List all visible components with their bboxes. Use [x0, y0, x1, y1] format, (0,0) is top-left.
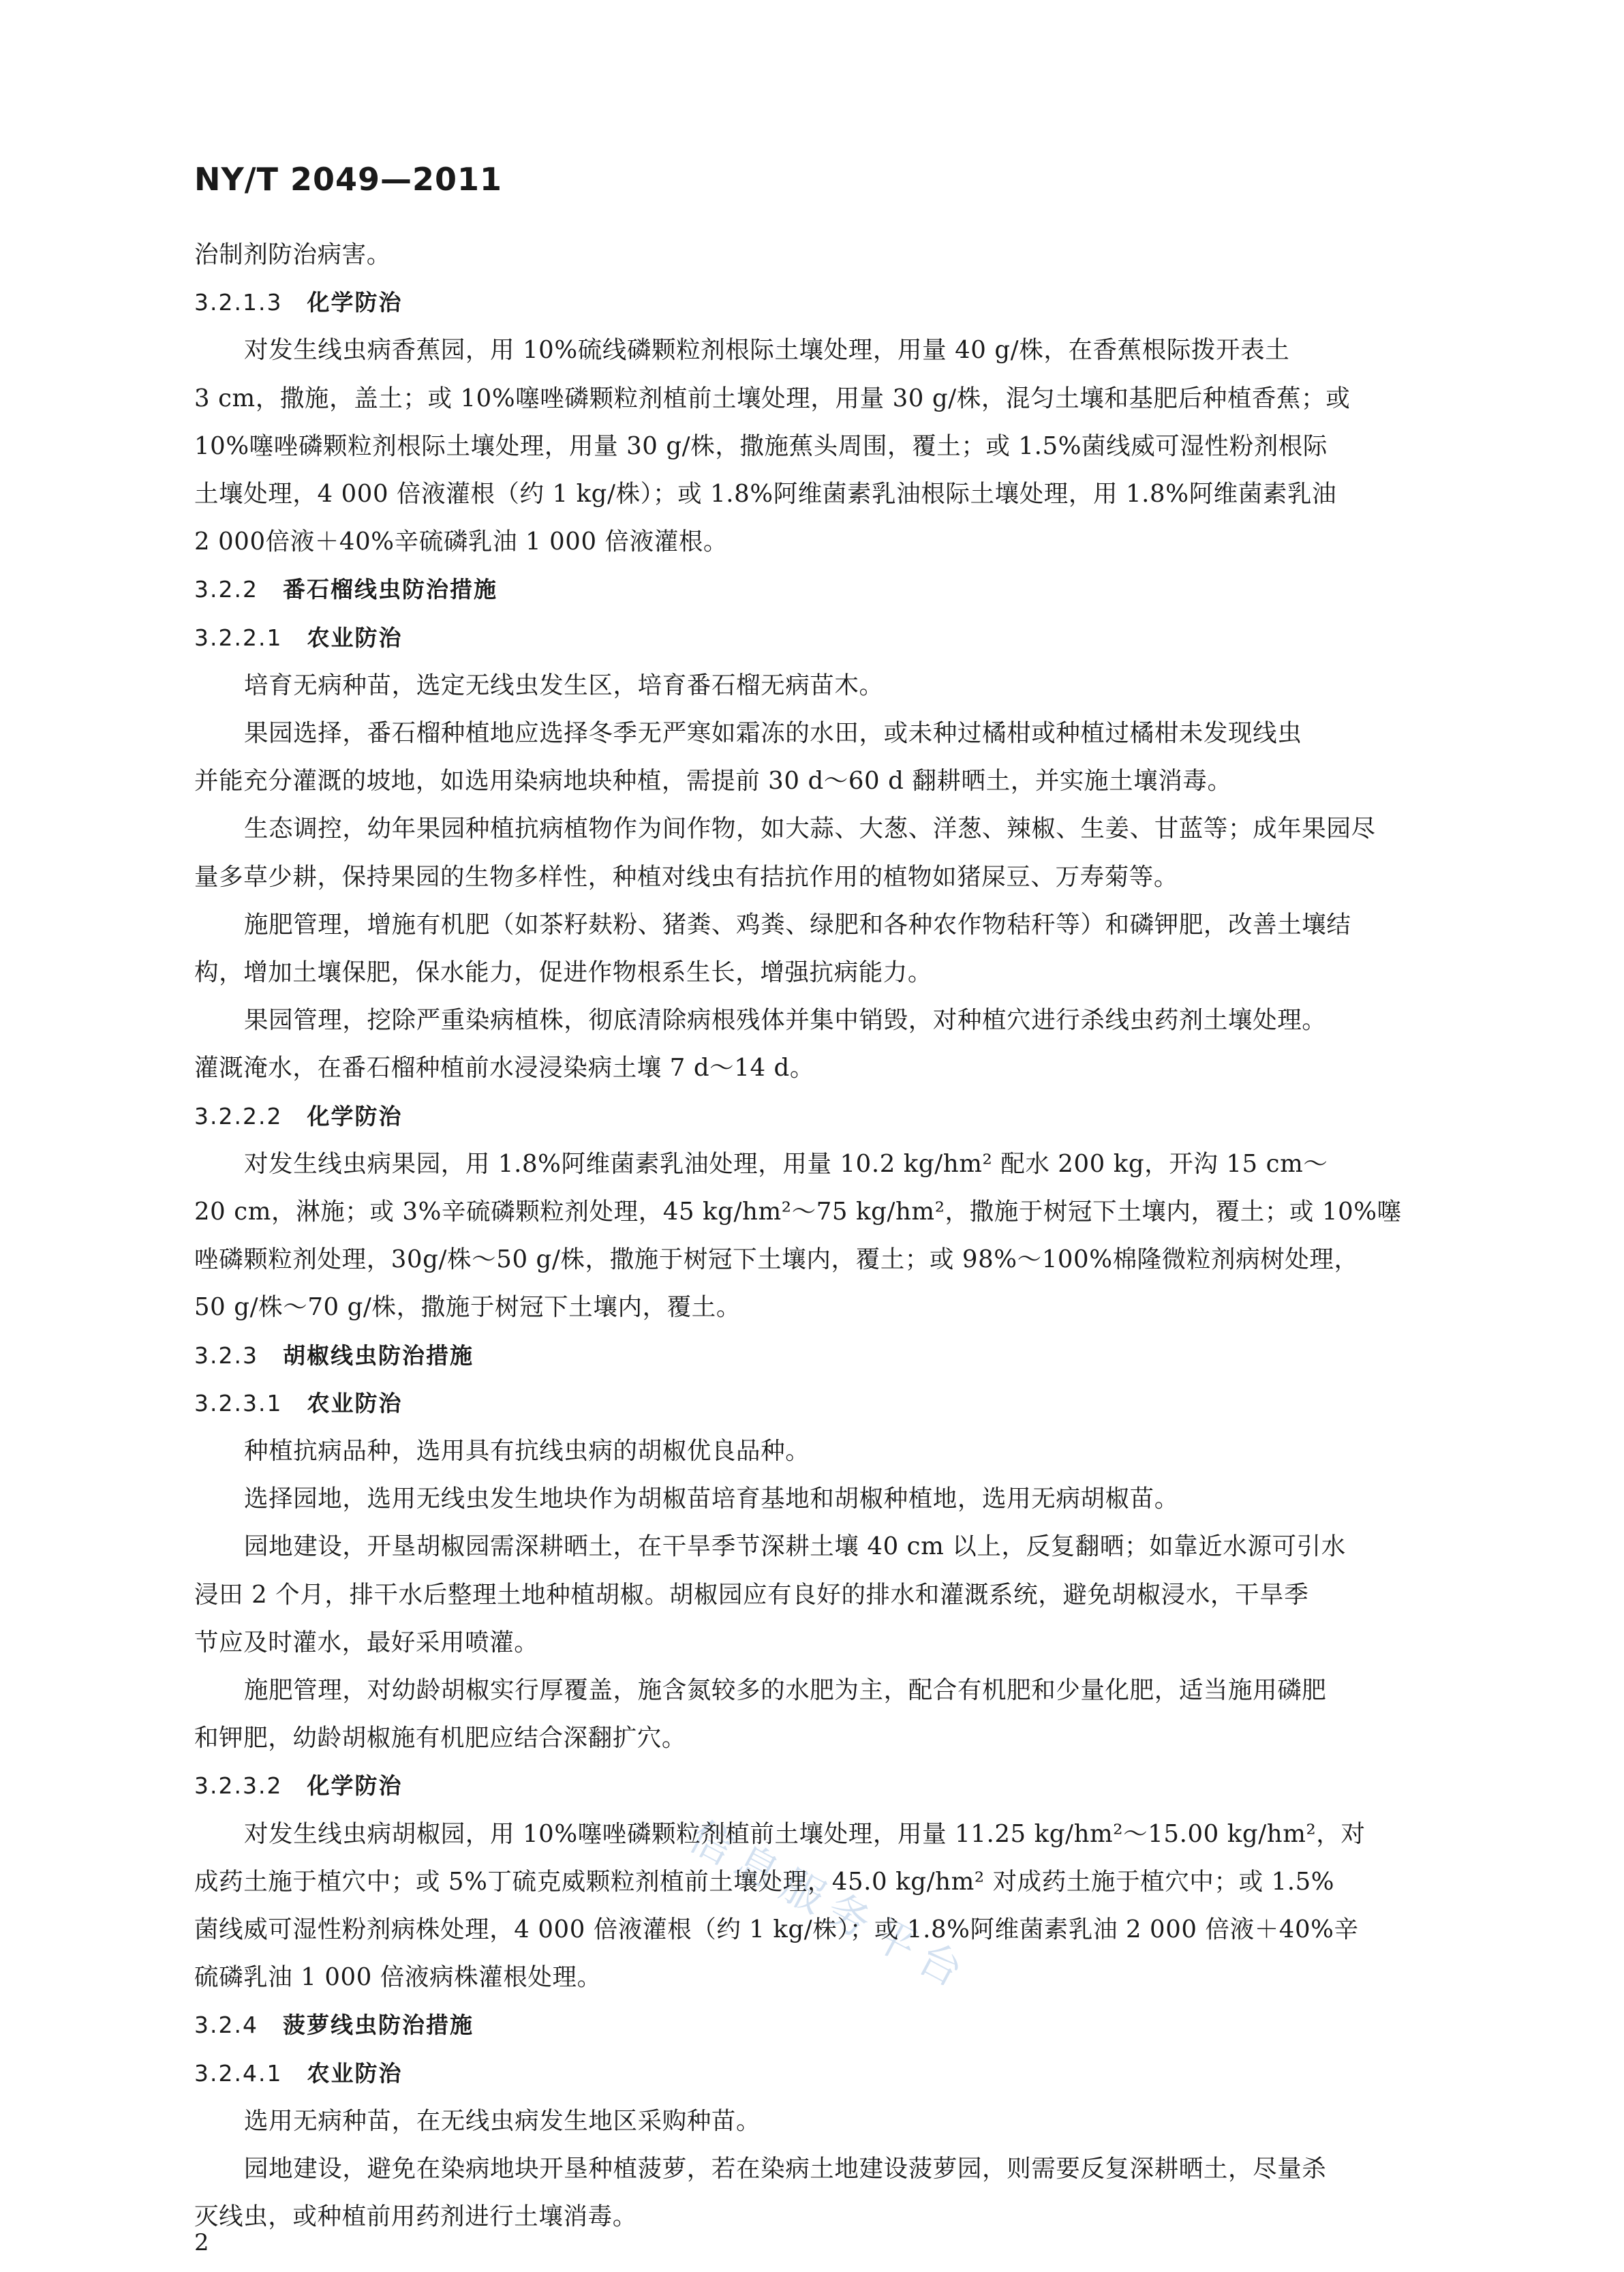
section-number: 3.2.2 — [194, 576, 258, 603]
paragraph-line: 施肥管理，对幼龄胡椒实行厚覆盖，施含氮较多的水肥为主，配合有机肥和少量化肥，适当施用磷肥 — [244, 1676, 1327, 1704]
section-title: 化学防治 — [307, 1102, 403, 1130]
paragraph-line: 园地建设，开垦胡椒园需深耕晒土，在干旱季节深耕土壤 40 cm 以上，反复翻晒；如靠近水源可引水 — [244, 1532, 1346, 1561]
section-number: 3.2.4 — [194, 2012, 258, 2039]
paragraph-line: 量多草少耕，保持果园的生物多样性，种植对线虫有拮抗作用的植物如猪屎豆、万寿菊等。 — [194, 862, 1179, 891]
paragraph-line: 选择园地，选用无线虫发生地块作为胡椒苗培育基地和胡椒种植地，选用无病胡椒苗。 — [244, 1485, 1179, 1513]
paragraph-line: 灌溉淹水，在番石榴种植前水浸浸染病土壤 7 d～14 d。 — [194, 1054, 814, 1082]
section-number: 3.2.3.2 — [194, 1772, 283, 1800]
section-heading-3-2-3 — [194, 1339, 474, 1372]
paragraph-line: 选用无病种苗，在无线虫病发生地区采购种苗。 — [244, 2106, 761, 2135]
paragraph-line: 构，增加土壤保肥，保水能力，促进作物根系生长，增强抗病能力。 — [194, 958, 933, 986]
section-heading-3-2-4-1 — [194, 2057, 402, 2090]
watermark: 信息服务平台 — [681, 1811, 979, 2001]
paragraph-line: 灭线虫，或种植前用药剂进行土壤消毒。 — [194, 2202, 637, 2231]
paragraph-line: 节应及时灌水，最好采用喷灌。 — [194, 1628, 539, 1656]
section-heading-3-2-2-2 — [194, 1100, 402, 1133]
paragraph-line: 园地建设，避免在染病地块开垦种植菠萝，若在染病土地建设菠萝园，则需要反复深耕晒土，尽量杀 — [244, 2155, 1327, 2183]
section-heading-3-2-2-1 — [194, 622, 402, 654]
paragraph-line: 对发生线虫病胡椒园，用 10%噻唑磷颗粒剂植前土壤处理，用量 11.25 kg/hm²～15.00 kg/hm²，对 — [244, 1819, 1366, 1848]
page-number: 2 — [194, 2229, 209, 2256]
section-title: 胡椒线虫防治措施 — [282, 1342, 474, 1369]
section-heading-3-2-2 — [194, 573, 497, 606]
paragraph-line: 对发生线虫病香蕉园，用 10%硫线磷颗粒剂根际土壤处理，用量 40 g/株，在香蕉根际拨开表土 — [244, 336, 1290, 365]
paragraph-line: 治制剂防治病害。 — [194, 241, 391, 269]
section-title: 农业防治 — [307, 624, 403, 651]
section-heading-3-2-1-3 — [194, 286, 402, 319]
section-title: 农业防治 — [307, 2059, 403, 2087]
section-title: 农业防治 — [307, 1389, 403, 1417]
section-heading-3-2-4 — [194, 2009, 474, 2042]
section-number: 3.2.3 — [194, 1342, 258, 1369]
section-heading-3-2-3-2 — [194, 1770, 402, 1802]
paragraph-line: 果园管理，挖除严重染病植株，彻底清除病根残体并集中销毁，对种植穴进行杀线虫药剂土壤处理。 — [244, 1006, 1327, 1035]
paragraph-line: 硫磷乳油 1 000 倍液病株灌根处理。 — [194, 1963, 602, 1992]
section-title: 番石榴线虫防治措施 — [282, 576, 497, 603]
section-title: 化学防治 — [307, 289, 403, 316]
section-title: 菠萝线虫防治措施 — [282, 2012, 474, 2039]
paragraph-line: 施肥管理，增施有机肥（如茶籽麸粉、猪粪、鸡粪、绿肥和各种农作物秸秆等）和磷钾肥，改善土壤结 — [244, 910, 1351, 939]
paragraph-line: 20 cm，淋施；或 3%辛硫磷颗粒剂处理，45 kg/hm²～75 kg/hm²，撒施于树冠下土壤内，覆土；或 10%噻 — [194, 1198, 1402, 1226]
section-number: 3.2.3.1 — [194, 1389, 283, 1417]
paragraph-line: 生态调控，幼年果园种植抗病植物作为间作物，如大蒜、大葱、洋葱、辣椒、生姜、甘蓝等；成年果园尽 — [244, 815, 1376, 843]
paragraph-line: 培育无病种苗，选定无线虫发生区，培育番石榴无病苗木。 — [244, 671, 884, 699]
paragraph-line: 种植抗病品种，选用具有抗线虫病的胡椒优良品种。 — [244, 1437, 810, 1465]
section-number: 3.2.2.2 — [194, 1102, 283, 1130]
paragraph-line: 和钾肥，幼龄胡椒施有机肥应结合深翻扩穴。 — [194, 1724, 687, 1753]
paragraph-line: 3 cm，撒施，盖土；或 10%噻唑磷颗粒剂植前土壤处理，用量 30 g/株，混匀土壤和基肥后种植香蕉；或 — [194, 384, 1351, 412]
section-number: 3.2.4.1 — [194, 2059, 283, 2087]
section-number: 3.2.2.1 — [194, 624, 283, 651]
section-title: 化学防治 — [307, 1772, 403, 1800]
paragraph-line: 10%噻唑磷颗粒剂根际土壤处理，用量 30 g/株，撒施蕉头周围，覆土；或 1.5%菌线威可湿性粉剂根际 — [194, 431, 1328, 460]
paragraph-line: 唑磷颗粒剂处理，30g/株～50 g/株，撒施于树冠下土壤内，覆土；或 98%～100%棉隆微粒剂病树处理， — [194, 1245, 1359, 1274]
paragraph-line: 菌线威可湿性粉剂病株处理，4 000 倍液灌根（约 1 kg/株）；或 1.8%阿维菌素乳油 2 000 倍液＋40%辛 — [194, 1915, 1359, 1943]
standard-code: NY/T 2049—2011 — [194, 161, 503, 198]
paragraph-line: 并能充分灌溉的坡地，如选用染病地块种植，需提前 30 d～60 d 翻耕晒土，并实施土壤消毒。 — [194, 767, 1232, 796]
paragraph-line: 对发生线虫病果园，用 1.8%阿维菌素乳油处理，用量 10.2 kg/hm² 配水 200 kg，开沟 15 cm～ — [244, 1149, 1328, 1178]
paragraph-line: 2 000倍液＋40%辛硫磷乳油 1 000 倍液灌根。 — [194, 528, 729, 556]
paragraph-line: 果园选择，番石榴种植地应选择冬季无严寒如霜冻的水田，或未种过橘柑或种植过橘柑未发现线虫 — [244, 719, 1302, 747]
section-heading-3-2-3-1 — [194, 1387, 402, 1420]
section-number: 3.2.1.3 — [194, 289, 283, 316]
paragraph-line: 50 g/株～70 g/株，撒施于树冠下土壤内，覆土。 — [194, 1293, 741, 1322]
paragraph-line: 成药土施于植穴中；或 5%丁硫克威颗粒剂植前土壤处理，45.0 kg/hm² 对成药土施于植穴中；或 1.5% — [194, 1867, 1335, 1896]
paragraph-line: 浸田 2 个月，排干水后整理土地种植胡椒。胡椒园应有良好的排水和灌溉系统，避免胡椒浸水，干旱季 — [194, 1580, 1309, 1609]
paragraph-line: 土壤处理，4 000 倍液灌根（约 1 kg/株）；或 1.8%阿维菌素乳油根际土壤处理，用 1.8%阿维菌素乳油 — [194, 480, 1337, 508]
